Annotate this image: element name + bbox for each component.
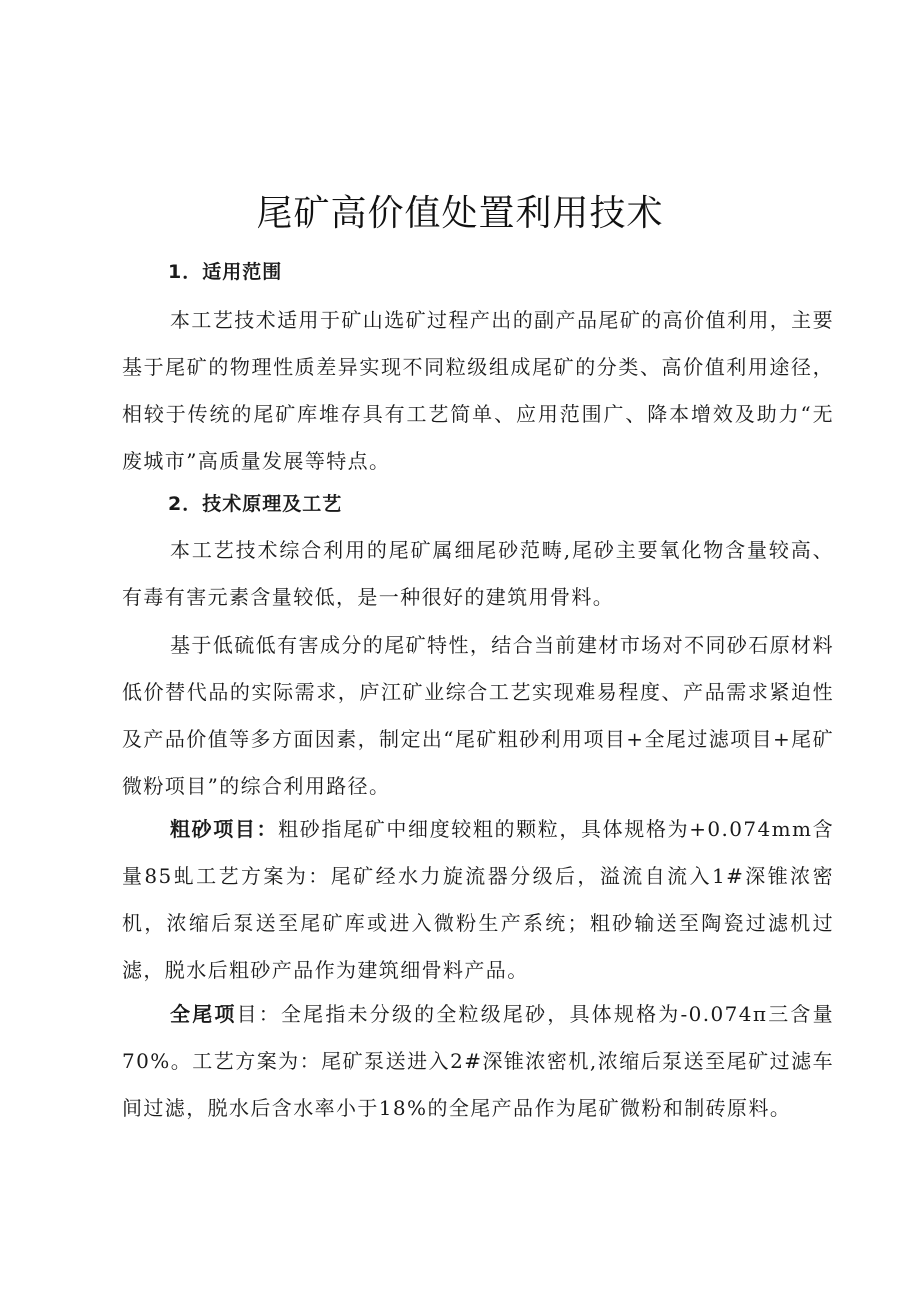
section-heading-principle: 2．技术原理及工艺 <box>168 493 343 515</box>
paragraph-coarse-sand <box>122 806 834 994</box>
paragraph-principle: 本工艺技术综合利用的尾矿属细尾砂范畴,尾砂主要氧化物含量较高、有毒有害元素含量较低，是一种很好的建筑用骨料。 <box>122 538 834 609</box>
paragraph-full-tailings <box>122 991 834 1132</box>
document-title: 尾矿高价值处置利用技术 <box>256 193 664 234</box>
paragraph-body-full-tailings: 目：全尾指未分级的全粒级尾砂，具体规格为-0.074π三含量70%。工艺方案为：尾矿泵送进入2#深锥浓密机,浓缩后泵送至尾矿过滤车间过滤，脱水后含水率小于18%的全尾产品作为尾矿微粉和制砖原料。 <box>122 1002 834 1120</box>
paragraph-scope: 本工艺技术适用于矿山选矿过程产出的副产品尾矿的高价值利用，主要基于尾矿的物理性质差异实现不同粒级组成尾矿的分类、高价值利用途径，相较于传统的尾矿库堆存具有工艺简单、应用范围广、降本增效及助力“无废城市”高质量发展等特点。 <box>122 308 834 473</box>
paragraph-lead-full-tailings: 全尾项 <box>170 1002 237 1026</box>
section-heading-scope: 1．适用范围 <box>168 261 283 283</box>
paragraph-characteristics: 基于低硫低有害成分的尾矿特性，结合当前建材市场对不同砂石原材料低价替代品的实际需求，庐江矿业综合工艺实现难易程度、产品需求紧迫性及产品价值等多方面因素，制定出“尾矿粗砂利用项目+全尾过滤项目+尾矿微粉项目”的综合利用路径。 <box>122 633 834 798</box>
paragraph-lead-coarse-sand: 粗砂项目： <box>170 817 279 841</box>
paragraph-body-coarse-sand: 粗砂指尾矿中细度较粗的颗粒，具体规格为+0.074mm含量85虬工艺方案为：尾矿经水力旋流器分级后，溢流自流入1#深锥浓密机，浓缩后泵送至尾矿库或进入微粉生产系统；粗砂输送至陶瓷过滤机过滤，脱水后粗砂产品作为建筑细骨料产品。 <box>122 817 834 982</box>
